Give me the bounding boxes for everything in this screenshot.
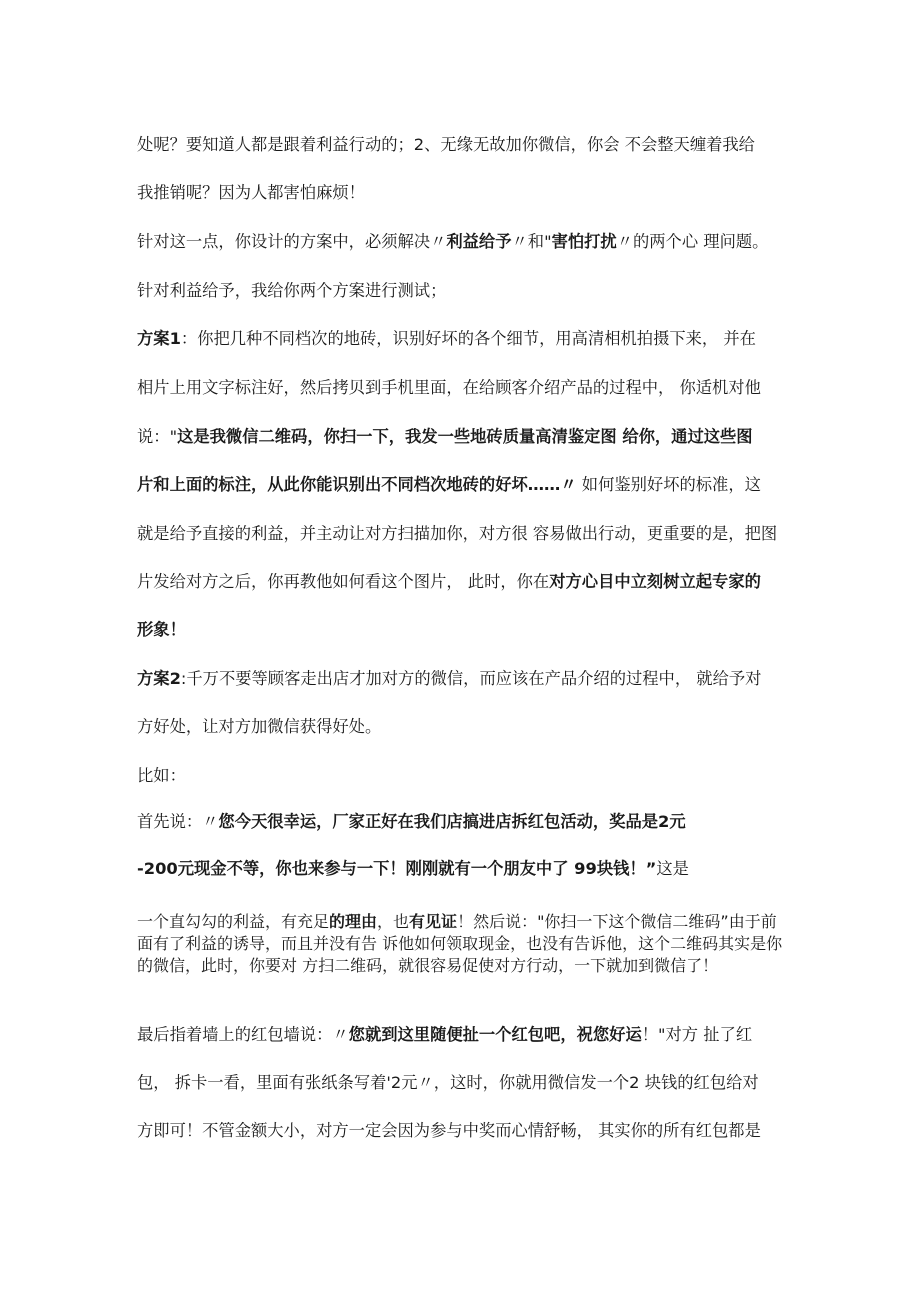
bold-run: 这是我微信二维码，你扫一下，我发一些地砖质量高清鉴定图 给你，通过这些图	[177, 427, 753, 446]
text-run: ：你把几种不同档次的地砖，识别好坏的各个细节，用高清相机拍摄下来， 并在	[180, 329, 756, 348]
text-line	[137, 1025, 752, 1045]
text-line	[137, 669, 761, 689]
text-run: 一个直勾勾的利益，有充足	[137, 912, 330, 931]
bold-run: 方案1	[137, 329, 181, 348]
text-run: ！然后说："你扫一下这个微信二维码”由于前面有了利益的诱导，而且并没有告 诉他如何领取现金，也没有告诉他，这个二维码其实是你的微信，此时，你要对 方扫二维码，就很容易促使对方行动，一下就加到微信了！	[137, 912, 783, 975]
text-run: 方好处，让对方加微信获得好处。	[137, 717, 382, 736]
bold-run: 对方心目中立刻树立起专家的	[549, 572, 761, 591]
text-run: 包， 拆卡一看，里面有张纸条写着'2元〃，这时，你就用微信发一个2 块钱的红包给对	[137, 1073, 759, 1092]
bold-run: -200元现金不等，你也来参与一下！刚刚就有一个朋友中了 99块钱！”	[137, 859, 657, 878]
text-run: 处呢？要知道人都是跟着利益行动的；2、无缘无故加你微信，你会 不会整天缠着我给	[137, 135, 755, 154]
text-line	[137, 378, 761, 398]
text-line	[137, 475, 761, 495]
bold-run: 您今天很幸运，厂家正好在我们店搞进店拆红包活动，奖品是2元	[218, 812, 686, 831]
text-line	[137, 572, 761, 592]
text-run: 针对利益给予，我给你两个方案进行测试；	[137, 281, 447, 300]
text-run: 〃的两个心 理问题。	[616, 232, 769, 251]
text-line	[137, 1121, 761, 1141]
bold-run: 害怕打扰	[551, 232, 617, 251]
text-paragraph	[137, 911, 787, 977]
text-line	[137, 766, 186, 786]
text-run: 我推销呢？因为人都害怕麻烦！	[137, 183, 365, 202]
bold-run: 的理由	[329, 912, 378, 931]
bold-run: 利益给予	[446, 232, 512, 251]
text-run: 如何鉴别好坏的标准，这	[576, 475, 761, 494]
text-line	[137, 329, 756, 349]
text-run: 针对这一点，你设计的方案中，必须解决〃	[137, 232, 447, 251]
text-line	[137, 183, 365, 203]
text-run: 比如：	[137, 766, 186, 785]
text-line	[137, 717, 381, 737]
text-run: :千万不要等顾客走出店才加对方的微信，而应该在产品介绍的过程中， 就给予对	[180, 669, 762, 688]
text-line	[137, 620, 186, 640]
text-run: 片发给对方之后，你再教他如何看这个图片， 此时，你在	[137, 572, 550, 591]
text-line	[137, 232, 768, 252]
text-run: 说："	[137, 427, 178, 446]
text-line	[137, 859, 689, 879]
text-run: 首先说：〃	[137, 812, 219, 831]
text-line	[137, 1073, 759, 1093]
bold-run: 有见证	[409, 912, 458, 931]
text-run: 方即可！不管金额大小，对方一定会因为参与中奖而心情舒畅， 其实你的所有红包都是	[137, 1121, 761, 1140]
bold-run: 方案2	[137, 669, 181, 688]
bold-run: 片和上面的标注，从此你能识别出不同档次地砖的好坏……〃	[137, 475, 577, 494]
text-line	[137, 427, 753, 447]
text-run: 就是给予直接的利益，并主动让对方扫描加你，对方很 容易做出行动，更重要的是，把图	[137, 524, 778, 543]
text-line	[137, 524, 777, 544]
text-line	[137, 281, 446, 301]
text-line	[137, 812, 686, 832]
bold-run: 形象！	[137, 620, 186, 639]
text-run: ！"对方 扯了红	[641, 1025, 753, 1044]
text-run: 最后指着墙上的红包墙说：〃	[137, 1025, 349, 1044]
text-run: 〃和"	[511, 232, 552, 251]
text-run: 相片上用文字标注好，然后拷贝到手机里面，在给顾客介绍产品的过程中， 你适机对他	[137, 378, 761, 397]
bold-run: 您就到这里随便扯一个红包吧，祝您好运	[348, 1025, 642, 1044]
text-run: ，也	[377, 912, 410, 931]
text-run: 这是	[656, 859, 689, 878]
text-line	[137, 135, 755, 155]
